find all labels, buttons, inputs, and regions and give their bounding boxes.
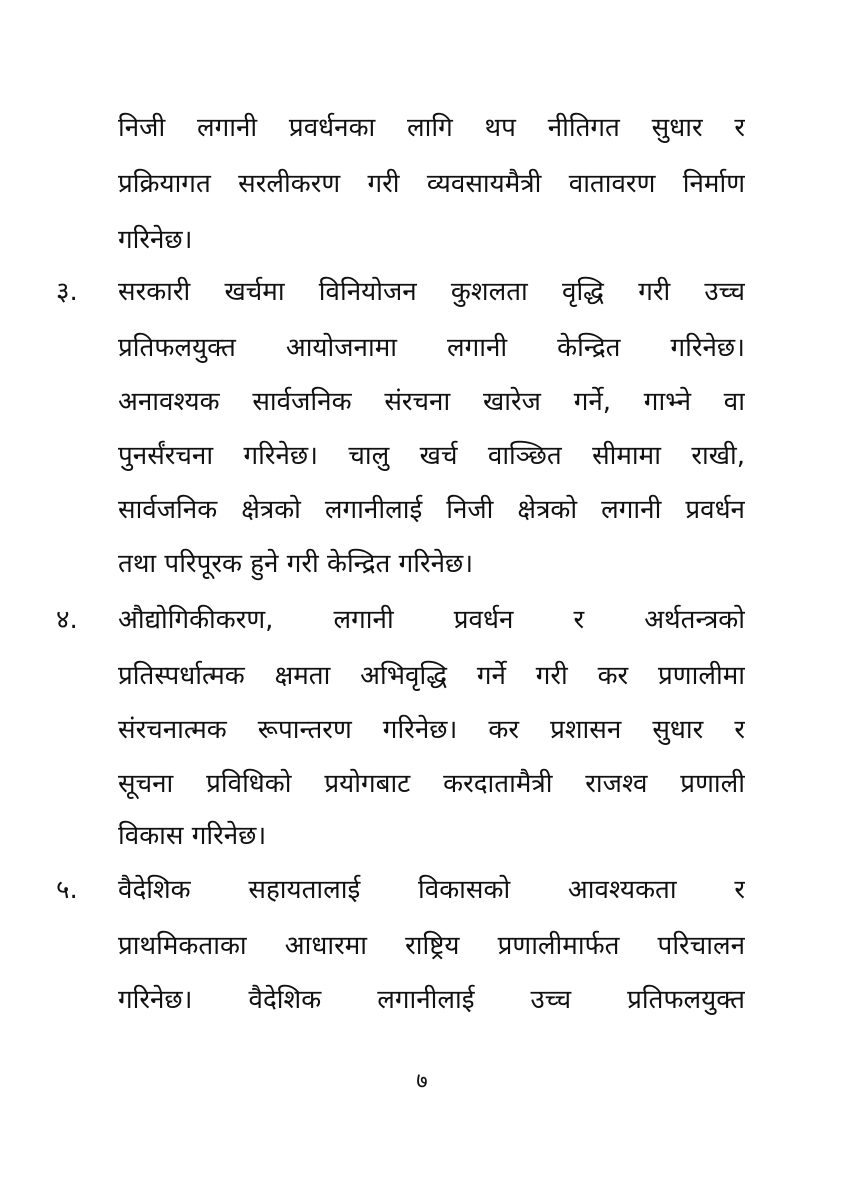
text-line: सरकारी खर्चमा विनियोजन कुशलता वृद्धि गरी उच्च [118, 277, 745, 307]
text-line: पुनर्संरचना गरिनेछ। चालु खर्च वाञ्छित सीमामा राखी, [118, 441, 745, 471]
paragraph-number: ३. [56, 277, 78, 307]
text-line: प्राथमिकताका आधारमा राष्ट्रिय प्रणालीमार्फत परिचालन [118, 931, 745, 961]
page-number: ७ [416, 1069, 428, 1094]
text-line: प्रतिस्पर्धात्मक क्षमता अभिवृद्धि गर्ने गरी कर प्रणालीमा [118, 661, 745, 691]
text-line: अनावश्यक सार्वजनिक संरचना खारेज गर्ने, गाभ्ने वा [118, 387, 745, 417]
text-line: औद्योगिकीकरण, लगानी प्रवर्धन र अर्थतन्त्रको [118, 605, 745, 635]
text-line: सार्वजनिक क्षेत्रको लगानीलाई निजी क्षेत्रको लगानी प्रवर्धन [118, 495, 745, 525]
text-line: विकास गरिनेछ। [118, 821, 267, 851]
text-line: प्रक्रियागत सरलीकरण गरी व्यवसायमैत्री वातावरण निर्माण [118, 169, 745, 199]
paragraph-number: ५. [56, 875, 78, 905]
text-line: सूचना प्रविधिको प्रयोगबाट करदातामैत्री राजश्व प्रणाली [118, 769, 745, 799]
paragraph-number: ४. [56, 605, 78, 635]
text-line: निजी लगानी प्रवर्धनका लागि थप नीतिगत सुधार र [118, 113, 745, 143]
text-line: गरिनेछ। [118, 225, 193, 255]
text-line: वैदेशिक सहायतालाई विकासको आवश्यकता र [118, 875, 745, 905]
text-line: प्रतिफलयुक्त आयोजनामा लगानी केन्द्रित गरिनेछ। [118, 333, 745, 363]
text-line: तथा परिपूरक हुने गरी केन्द्रित गरिनेछ। [118, 549, 474, 579]
text-line: संरचनात्मक रूपान्तरण गरिनेछ। कर प्रशासन सुधार र [118, 715, 745, 745]
text-line: गरिनेछ। वैदेशिक लगानीलाई उच्च प्रतिफलयुक्त [118, 985, 745, 1015]
